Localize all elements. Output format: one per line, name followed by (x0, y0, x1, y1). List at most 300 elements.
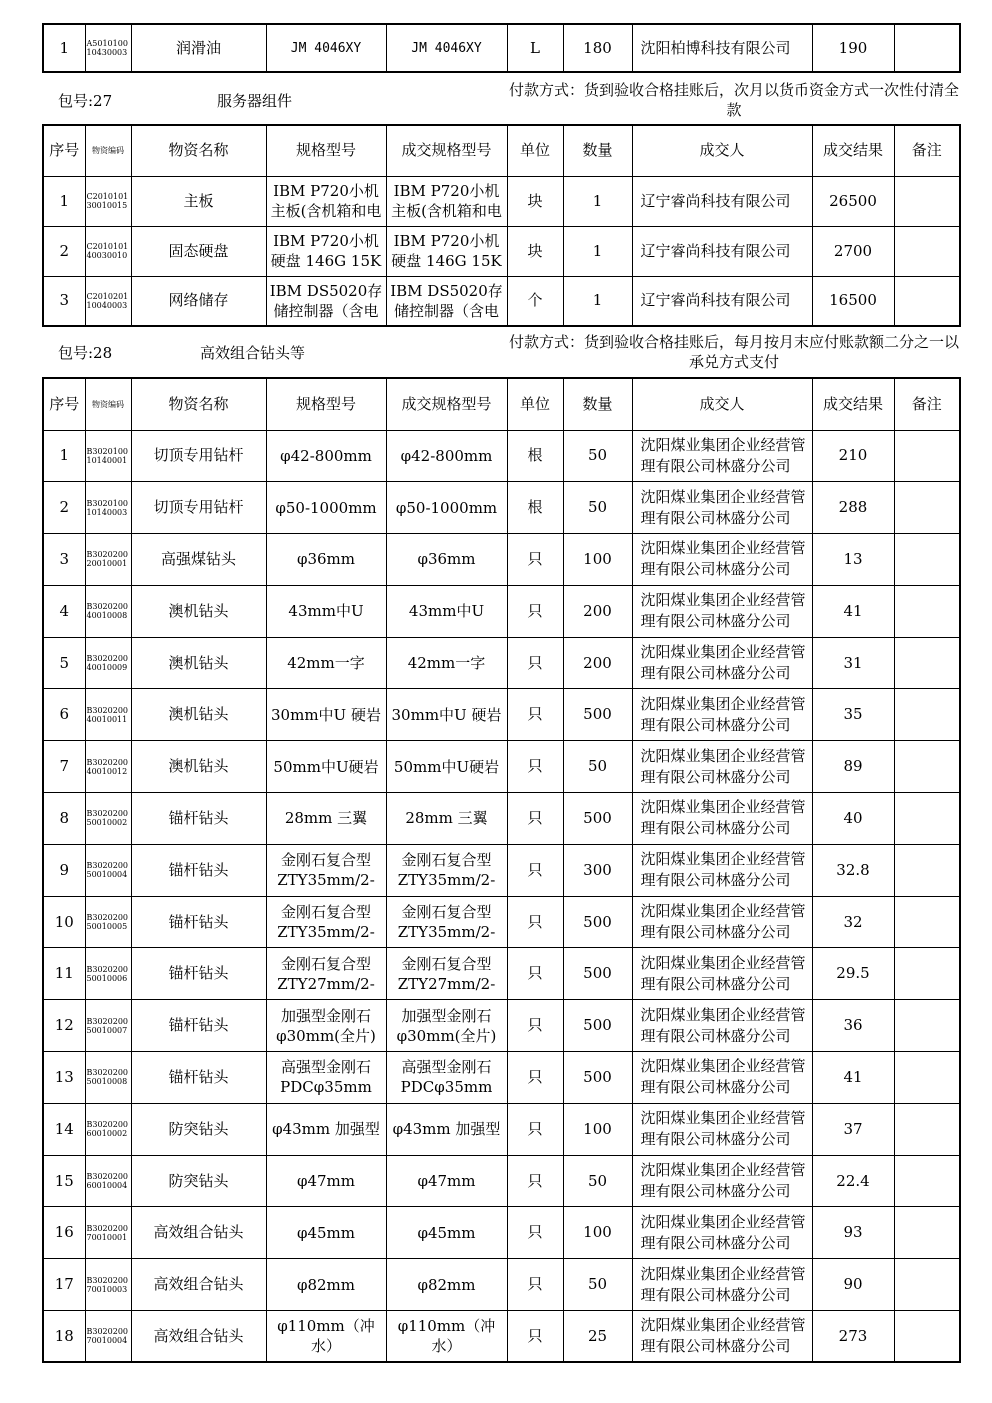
unit-cell: 只 (507, 1052, 563, 1104)
deal-spec-cell (386, 689, 507, 741)
deal-spec-cell-text: 金刚石复合型ZTY35mm/2- (397, 851, 496, 890)
header-row (43, 125, 960, 176)
deal-spec-cell (386, 637, 507, 689)
result-cell: 26500 (812, 176, 894, 226)
vendor-cell-text: 沈阳煤业集团企业经营管理有限公司林盛分公司 (640, 539, 806, 579)
spec-cell (266, 637, 386, 689)
code-cell: B302020050010007 (85, 1000, 131, 1052)
vendor-cell (632, 1052, 812, 1104)
vendor-cell (632, 896, 812, 948)
seq-cell: 15 (43, 1155, 85, 1207)
note-cell (894, 276, 960, 326)
qty-cell: 50 (563, 1155, 632, 1207)
seq-cell: 3 (43, 276, 85, 326)
vendor-cell (632, 1155, 812, 1207)
spec-cell-text: 金刚石复合型ZTY35mm/2- (277, 851, 375, 890)
qty-cell: 50 (563, 1259, 632, 1311)
spec-cell (266, 534, 386, 586)
name-cell: 锚杆钻头 (131, 793, 266, 845)
table-row (43, 637, 960, 689)
unit-cell: 个 (507, 276, 563, 326)
code-cell: B302020040010012 (85, 741, 131, 793)
spec-cell-text: φ42-800mm (280, 446, 372, 465)
header-vendor: 成交人 (632, 125, 812, 176)
header-code: 物资编码 (85, 125, 131, 176)
vendor-cell-text: 沈阳煤业集团企业经营管理有限公司林盛分公司 (640, 850, 806, 890)
unit-cell: 只 (507, 844, 563, 896)
name-cell: 澳机钻头 (131, 741, 266, 793)
spec-cell (266, 1052, 386, 1104)
header-unit: 单位 (507, 378, 563, 430)
result-cell: 37 (812, 1103, 894, 1155)
code-cell: B302020060010004 (85, 1155, 131, 1207)
note-cell (894, 741, 960, 793)
name-cell: 锚杆钻头 (131, 1052, 266, 1104)
vendor-cell-text: 沈阳煤业集团企业经营管理有限公司林盛分公司 (640, 435, 806, 475)
code-cell: B302020050010006 (85, 948, 131, 1000)
spec-cell-text: 金刚石复合型ZTY27mm/2- (277, 954, 375, 993)
deal-spec-cell (386, 226, 507, 276)
spec-cell-text: 43mm中U (288, 602, 364, 621)
spec-cell-text: 42mm一字 (287, 654, 365, 673)
deal-spec-cell-text: φ110mm（冲水） (397, 1317, 496, 1356)
table-row (43, 1052, 960, 1104)
deal-spec-cell-text: 42mm一字 (407, 654, 486, 673)
spec-cell (266, 1259, 386, 1311)
deal-spec-cell-text: 50mm中U硬岩 (393, 757, 500, 776)
note-cell (894, 896, 960, 948)
seq-cell: 18 (43, 1311, 85, 1363)
qty-cell: 1 (563, 176, 632, 226)
note-cell (894, 1103, 960, 1155)
package-27-table (42, 124, 961, 327)
qty-cell: 500 (563, 896, 632, 948)
vendor-cell (632, 585, 812, 637)
name-cell: 固态硬盘 (131, 226, 266, 276)
result-cell: 190 (812, 24, 894, 72)
header-qty: 数量 (563, 378, 632, 430)
deal-spec-cell-text: φ45mm (417, 1223, 476, 1242)
vendor-cell-text: 辽宁睿尚科技有限公司 (640, 291, 791, 310)
code-cell: C201010130010015 (85, 176, 131, 226)
code-cell: B302020050010002 (85, 793, 131, 845)
table-row (43, 585, 960, 637)
table-row (43, 689, 960, 741)
seq-cell: 14 (43, 1103, 85, 1155)
vendor-cell (632, 637, 812, 689)
note-cell (894, 585, 960, 637)
result-cell: 22.4 (812, 1155, 894, 1207)
name-cell: 高效组合钻头 (131, 1259, 266, 1311)
header-note: 备注 (894, 378, 960, 430)
seq-cell: 5 (43, 637, 85, 689)
code-cell: B302010010140001 (85, 430, 131, 482)
result-cell: 210 (812, 430, 894, 482)
deal-spec-cell-text: 高强型金刚石PDCφ35mm (400, 1058, 493, 1097)
vendor-cell-text: 沈阳煤业集团企业经营管理有限公司林盛分公司 (640, 1161, 806, 1201)
spec-cell-text: IBM P720小机主板(含机箱和电 (270, 182, 382, 220)
unit-cell: L (507, 24, 563, 72)
table-row (43, 534, 960, 586)
spec-cell (266, 793, 386, 845)
note-cell (894, 534, 960, 586)
qty-cell: 300 (563, 844, 632, 896)
spec-cell: JM 4046XY (266, 24, 386, 72)
code-cell: B302020050010008 (85, 1052, 131, 1104)
payment-terms: 付款方式：货到验收合格挂账后，次月以货币资金方式一次性付清全款 (509, 81, 960, 119)
table-row (43, 276, 960, 326)
unit-cell: 根 (507, 430, 563, 482)
note-cell (894, 948, 960, 1000)
vendor-cell-text: 沈阳煤业集团企业经营管理有限公司林盛分公司 (640, 1212, 806, 1252)
seq-cell: 9 (43, 844, 85, 896)
vendor-cell (632, 1207, 812, 1259)
header-code: 物资编码 (85, 378, 131, 430)
note-cell (894, 1155, 960, 1207)
name-cell: 澳机钻头 (131, 585, 266, 637)
deal-spec-cell (386, 1311, 507, 1363)
vendor-cell (632, 482, 812, 534)
unit-cell: 只 (507, 637, 563, 689)
vendor-cell (632, 844, 812, 896)
header-result: 成交结果 (812, 378, 894, 430)
spec-cell-text: IBM P720小机硬盘 146G 15K (270, 232, 382, 270)
vendor-cell (632, 793, 812, 845)
header-deal-spec: 成交规格型号 (386, 378, 507, 430)
unit-cell: 块 (507, 226, 563, 276)
header-vendor: 成交人 (632, 378, 812, 430)
result-cell: 89 (812, 741, 894, 793)
header-note: 备注 (894, 125, 960, 176)
spec-cell-text: φ47mm (296, 1172, 356, 1191)
note-cell (894, 1052, 960, 1104)
seq-cell: 10 (43, 896, 85, 948)
spec-cell (266, 482, 386, 534)
table-row (43, 1207, 960, 1259)
deal-spec-cell-text: 28mm 三翼 (405, 809, 488, 828)
note-cell (894, 482, 960, 534)
vendor-cell (632, 176, 812, 226)
seq-cell: 3 (43, 534, 85, 586)
deal-spec-cell (386, 534, 507, 586)
qty-cell: 50 (563, 482, 632, 534)
table-row (43, 1259, 960, 1311)
payment-terms: 付款方式：货到验收合格挂账后，每月按月末应付账款额二分之一以承兑方式支付 (509, 333, 960, 371)
code-cell: A501010010430003 (85, 24, 131, 72)
spec-cell (266, 741, 386, 793)
result-cell: 13 (812, 534, 894, 586)
header-unit: 单位 (507, 125, 563, 176)
deal-spec-cell (386, 276, 507, 326)
seq-cell: 16 (43, 1207, 85, 1259)
package-title: 服务器组件 (217, 92, 293, 110)
vendor-cell (632, 430, 812, 482)
deal-spec-cell (386, 1052, 507, 1104)
vendor-cell-text: 沈阳煤业集团企业经营管理有限公司林盛分公司 (640, 746, 806, 786)
seq-cell: 8 (43, 793, 85, 845)
vendor-cell-text: 沈阳煤业集团企业经营管理有限公司林盛分公司 (640, 953, 806, 993)
seq-cell: 7 (43, 741, 85, 793)
deal-spec-cell-text: 金刚石复合型ZTY35mm/2- (397, 903, 496, 942)
vendor-cell-text: 沈阳煤业集团企业经营管理有限公司林盛分公司 (640, 798, 806, 838)
qty-cell: 100 (563, 1207, 632, 1259)
qty-cell: 1 (563, 276, 632, 326)
deal-spec-cell-text: φ82mm (417, 1275, 476, 1294)
header-result: 成交结果 (812, 125, 894, 176)
unit-cell: 根 (507, 482, 563, 534)
spec-cell-text: 28mm 三翼 (284, 809, 368, 828)
deal-spec-cell (386, 1155, 507, 1207)
name-cell: 锚杆钻头 (131, 1000, 266, 1052)
name-cell: 锚杆钻头 (131, 948, 266, 1000)
table-row (43, 948, 960, 1000)
deal-spec-cell (386, 482, 507, 534)
note-cell (894, 176, 960, 226)
package-title: 高效组合钻头等 (200, 344, 306, 362)
result-cell: 32.8 (812, 844, 894, 896)
result-cell: 36 (812, 1000, 894, 1052)
note-cell (894, 1311, 960, 1363)
deal-spec-cell-text: φ42-800mm (400, 446, 493, 465)
seq-cell: 6 (43, 689, 85, 741)
qty-cell: 500 (563, 689, 632, 741)
seq-cell: 11 (43, 948, 85, 1000)
seq-cell: 13 (43, 1052, 85, 1104)
vendor-cell-text: 沈阳煤业集团企业经营管理有限公司林盛分公司 (640, 694, 806, 734)
table-row (43, 1311, 960, 1363)
table-row (43, 482, 960, 534)
vendor-cell-text: 沈阳煤业集团企业经营管理有限公司林盛分公司 (640, 1264, 806, 1304)
spec-cell (266, 276, 386, 326)
note-cell (894, 24, 960, 72)
spec-cell (266, 430, 386, 482)
vendor-cell-text: 辽宁睿尚科技有限公司 (640, 191, 791, 210)
unit-cell: 只 (507, 689, 563, 741)
name-cell: 切顶专用钻杆 (131, 482, 266, 534)
seq-cell: 1 (43, 430, 85, 482)
result-cell: 16500 (812, 276, 894, 326)
note-cell (894, 689, 960, 741)
vendor-cell (632, 534, 812, 586)
result-cell: 32 (812, 896, 894, 948)
table-row (43, 844, 960, 896)
table-row (43, 793, 960, 845)
table-row (43, 1155, 960, 1207)
package-number: 包号:28 (58, 344, 113, 362)
deal-spec-cell (386, 1103, 507, 1155)
unit-cell: 只 (507, 585, 563, 637)
result-cell: 90 (812, 1259, 894, 1311)
spec-cell (266, 585, 386, 637)
spec-cell (266, 1155, 386, 1207)
vendor-cell-text: 辽宁睿尚科技有限公司 (640, 241, 791, 260)
table-row (43, 24, 960, 72)
spec-cell (266, 896, 386, 948)
spec-cell-text: φ50-1000mm (275, 498, 377, 517)
vendor-cell-text: 沈阳煤业集团企业经营管理有限公司林盛分公司 (640, 1057, 806, 1097)
qty-cell: 1 (563, 226, 632, 276)
spec-cell-text: 高强型金刚石PDCφ35mm (280, 1058, 372, 1097)
deal-spec-cell-text: φ47mm (417, 1172, 476, 1191)
table-row (43, 176, 960, 226)
seq-cell: 1 (43, 176, 85, 226)
spec-cell (266, 948, 386, 1000)
spec-cell (266, 176, 386, 226)
vendor-cell: 沈阳柏博科技有限公司 (632, 24, 812, 72)
code-cell: C201010140030010 (85, 226, 131, 276)
vendor-cell-text: 沈阳煤业集团企业经营管理有限公司林盛分公司 (640, 487, 806, 527)
deal-spec-cell (386, 1207, 507, 1259)
code-cell: C201020110040003 (85, 276, 131, 326)
code-cell: B302020070010004 (85, 1311, 131, 1363)
unit-cell: 只 (507, 1259, 563, 1311)
qty-cell: 500 (563, 948, 632, 1000)
vendor-cell (632, 741, 812, 793)
name-cell: 防突钻头 (131, 1155, 266, 1207)
unit-cell: 只 (507, 1311, 563, 1363)
vendor-cell-text: 沈阳煤业集团企业经营管理有限公司林盛分公司 (640, 1109, 806, 1149)
name-cell: 澳机钻头 (131, 689, 266, 741)
table-row (43, 741, 960, 793)
spec-cell-text: 金刚石复合型ZTY35mm/2- (277, 903, 375, 942)
deal-spec-cell-text: IBM DS5020存储控制器（含电 (390, 281, 503, 320)
deal-spec-cell-text: 加强型金刚石φ30mm(全片) (396, 1006, 497, 1045)
header-spec: 规格型号 (266, 378, 386, 430)
result-cell: 41 (812, 1052, 894, 1104)
vendor-cell (632, 1311, 812, 1363)
code-cell: B302020050010004 (85, 844, 131, 896)
vendor-cell (632, 948, 812, 1000)
name-cell: 锚杆钻头 (131, 844, 266, 896)
vendor-cell-text: 沈阳煤业集团企业经营管理有限公司林盛分公司 (640, 591, 806, 631)
result-cell: 40 (812, 793, 894, 845)
note-cell (894, 430, 960, 482)
deal-spec-cell (386, 844, 507, 896)
vendor-cell-text: 沈阳煤业集团企业经营管理有限公司林盛分公司 (640, 902, 806, 942)
vendor-cell-text: 沈阳煤业集团企业经营管理有限公司林盛分公司 (640, 1005, 806, 1045)
qty-cell: 500 (563, 1000, 632, 1052)
name-cell: 网络储存 (131, 276, 266, 326)
seq-cell: 1 (43, 24, 85, 72)
unit-cell: 只 (507, 1207, 563, 1259)
spec-cell-text: φ82mm (296, 1275, 356, 1294)
spec-cell-text: 30mm中U 硬岩 (271, 705, 381, 724)
spec-cell (266, 844, 386, 896)
note-cell (894, 1207, 960, 1259)
spec-cell (266, 1207, 386, 1259)
deal-spec-cell (386, 1000, 507, 1052)
note-cell (894, 637, 960, 689)
code-cell: B302020040010009 (85, 637, 131, 689)
vendor-cell (632, 1000, 812, 1052)
note-cell (894, 844, 960, 896)
spec-cell (266, 226, 386, 276)
name-cell: 高强煤钻头 (131, 534, 266, 586)
qty-cell: 200 (563, 585, 632, 637)
vendor-cell (632, 1103, 812, 1155)
deal-spec-cell-text: 43mm中U (408, 602, 485, 621)
package-27-heading (42, 80, 959, 122)
vendor-cell (632, 276, 812, 326)
header-qty: 数量 (563, 125, 632, 176)
vendor-cell-text: 沈阳煤业集团企业经营管理有限公司林盛分公司 (640, 1316, 806, 1356)
deal-spec-cell (386, 793, 507, 845)
spec-cell (266, 1000, 386, 1052)
note-cell (894, 1259, 960, 1311)
name-cell: 主板 (131, 176, 266, 226)
spec-cell-text: 加强型金刚石φ30mm(全片) (276, 1006, 376, 1045)
seq-cell: 17 (43, 1259, 85, 1311)
header-name: 物资名称 (131, 378, 266, 430)
spec-cell-text: 50mm中U硬岩 (273, 757, 379, 776)
name-cell: 润滑油 (131, 24, 266, 72)
result-cell: 41 (812, 585, 894, 637)
table-row (43, 226, 960, 276)
qty-cell: 50 (563, 741, 632, 793)
qty-cell: 500 (563, 1052, 632, 1104)
deal-spec-cell (386, 948, 507, 1000)
unit-cell: 只 (507, 948, 563, 1000)
unit-cell: 只 (507, 1000, 563, 1052)
code-cell: B302020060010002 (85, 1103, 131, 1155)
qty-cell: 50 (563, 430, 632, 482)
table-row (43, 1000, 960, 1052)
deal-spec-cell-text: φ43mm 加强型 (392, 1120, 501, 1139)
code-cell: B302020050010005 (85, 896, 131, 948)
deal-spec-cell (386, 1259, 507, 1311)
name-cell: 澳机钻头 (131, 637, 266, 689)
top-row-table (42, 23, 961, 73)
deal-spec-cell (386, 741, 507, 793)
note-cell (894, 1000, 960, 1052)
qty-cell: 180 (563, 24, 632, 72)
code-cell: B302020020010001 (85, 534, 131, 586)
deal-spec-cell-text: 金刚石复合型ZTY27mm/2- (397, 954, 496, 993)
table-row (43, 430, 960, 482)
note-cell (894, 793, 960, 845)
deal-spec-cell-text: IBM P720小机硬盘 146G 15K (391, 232, 502, 270)
name-cell: 锚杆钻头 (131, 896, 266, 948)
deal-spec-cell (386, 176, 507, 226)
code-cell: B302020070010001 (85, 1207, 131, 1259)
vendor-cell (632, 689, 812, 741)
table-row (43, 1103, 960, 1155)
code-cell: B302020040010008 (85, 585, 131, 637)
package-number: 包号:27 (58, 92, 113, 110)
result-cell: 29.5 (812, 948, 894, 1000)
header-name: 物资名称 (131, 125, 266, 176)
qty-cell: 100 (563, 534, 632, 586)
spec-cell-text: φ36mm (296, 550, 356, 569)
vendor-cell (632, 1259, 812, 1311)
result-cell: 31 (812, 637, 894, 689)
name-cell: 防突钻头 (131, 1103, 266, 1155)
header-seq: 序号 (43, 378, 85, 430)
result-cell: 35 (812, 689, 894, 741)
code-cell: B302020070010003 (85, 1259, 131, 1311)
header-row (43, 378, 960, 430)
unit-cell: 只 (507, 793, 563, 845)
qty-cell: 25 (563, 1311, 632, 1363)
spec-cell-text: IBM DS5020存储控制器（含电 (269, 281, 383, 320)
name-cell: 高效组合钻头 (131, 1207, 266, 1259)
spec-cell-text: φ45mm (296, 1223, 356, 1242)
spec-cell-text: φ43mm 加强型 (272, 1120, 380, 1139)
spec-cell (266, 1103, 386, 1155)
seq-cell: 2 (43, 482, 85, 534)
code-cell: B302010010140003 (85, 482, 131, 534)
seq-cell: 12 (43, 1000, 85, 1052)
